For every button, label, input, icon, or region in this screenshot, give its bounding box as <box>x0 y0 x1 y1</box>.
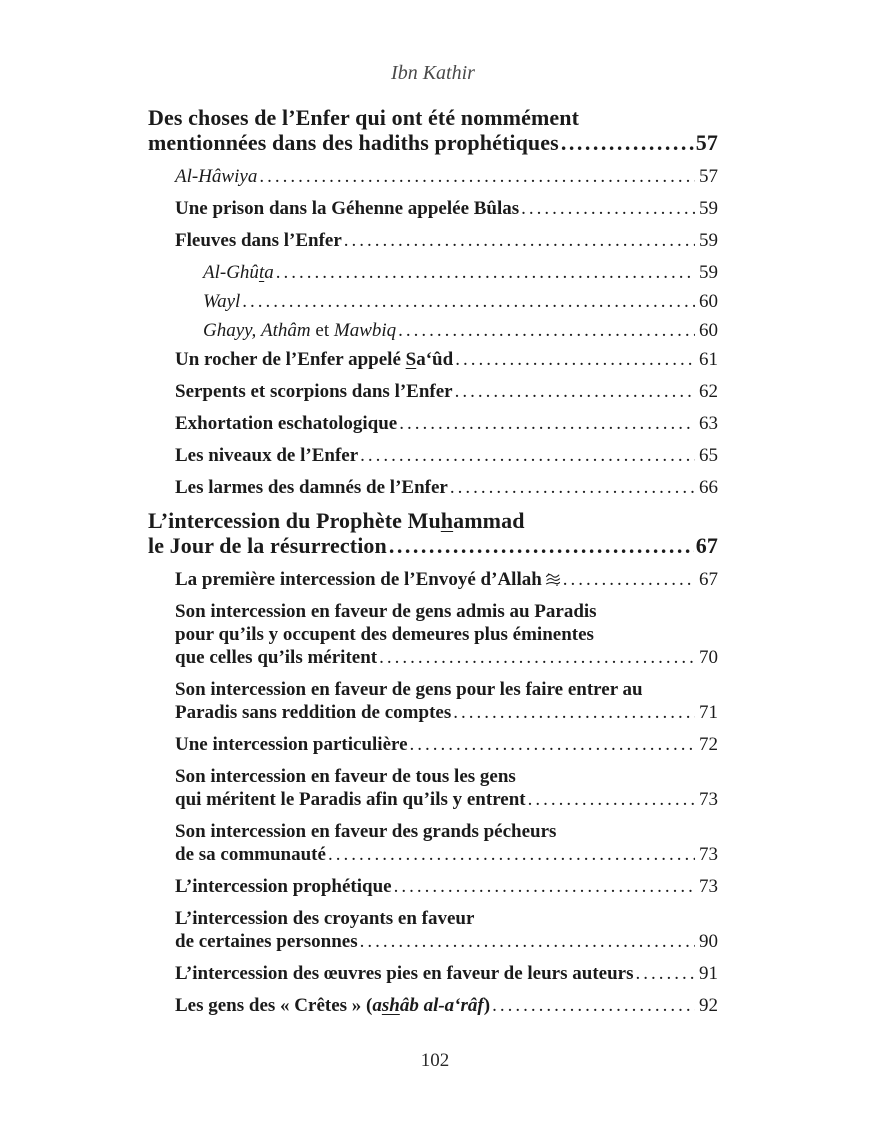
toc-entry-title <box>175 197 519 220</box>
toc-entry <box>175 348 718 371</box>
toc-entry-title <box>175 568 561 591</box>
toc-text-run: Al-Ghû <box>203 262 259 283</box>
toc-page-number: 63 <box>699 413 718 434</box>
dot-leader <box>274 261 695 284</box>
toc-entry <box>148 508 718 558</box>
toc-text-run: S <box>405 349 417 370</box>
toc-entry-leader-line <box>203 319 718 342</box>
toc-entry-title <box>203 319 396 342</box>
toc-entry <box>175 994 718 1017</box>
toc-page-number: 66 <box>699 477 718 498</box>
toc-text-run: Des choses de l’Enfer qui ont été nommément <box>148 105 580 130</box>
toc-entry-leader-line <box>148 130 718 155</box>
toc-entry-title <box>175 165 257 188</box>
toc-entry <box>175 678 718 724</box>
toc-text-run: qui méritent le Paradis afin qu’ils y entrent <box>175 789 526 810</box>
salawat-icon <box>545 572 561 587</box>
toc-entry-title <box>175 348 453 371</box>
toc-entry-title <box>175 380 453 403</box>
toc-text-run: Exhortation eschatologique <box>175 413 398 434</box>
toc-entry-line <box>175 678 718 701</box>
toc-entry-title <box>175 930 358 953</box>
toc-text-run: Al-Hâwiya <box>175 166 258 187</box>
toc-entry <box>175 765 718 811</box>
toc-entry <box>175 907 718 953</box>
toc-entry-leader-line <box>175 380 718 403</box>
toc-entry-leader-line <box>175 994 718 1017</box>
toc-entry-title <box>175 444 358 467</box>
toc-text-run: sh <box>381 995 400 1016</box>
toc-entry-leader-line <box>175 733 718 756</box>
toc-text-run: ammad <box>453 508 525 533</box>
toc-page-number: 92 <box>699 995 718 1016</box>
toc-text-run: Fleuves dans l’Enfer <box>175 230 342 251</box>
toc-entry-leader-line <box>175 476 718 499</box>
toc-page-number: 57 <box>695 130 718 155</box>
toc-page-number: 61 <box>699 349 718 370</box>
toc-text-run: L’intercession des œuvres pies en faveur de leurs auteurs <box>175 963 634 984</box>
footer-page-number: 102 <box>420 1050 450 1071</box>
toc-text-run: L’intercession prophétique <box>175 876 392 897</box>
toc-entry-title <box>175 476 448 499</box>
toc-entry <box>175 962 718 985</box>
dot-leader <box>561 568 695 591</box>
toc-entry-title <box>175 962 633 985</box>
toc-text-run: ) <box>483 995 491 1016</box>
dot-leader <box>342 229 695 252</box>
toc-page-number: 59 <box>699 262 718 283</box>
dot-leader <box>396 319 695 342</box>
toc-text-run: Son intercession en faveur de gens admis au Paradis <box>175 601 597 622</box>
dot-leader <box>387 533 694 558</box>
toc-entry-leader-line <box>175 568 718 591</box>
dot-leader <box>397 412 695 435</box>
toc-text-run: Paradis sans reddition de comptes <box>175 702 452 723</box>
toc-entry-title <box>148 130 559 155</box>
toc-text-run: t <box>258 262 265 283</box>
dot-leader <box>519 197 695 220</box>
toc-text-run: Athâm <box>261 320 311 341</box>
toc-page-number: 57 <box>699 166 718 187</box>
toc-entry-leader-line <box>203 261 718 284</box>
toc-text-run: L’intercession du Prophète Mu <box>148 508 441 533</box>
dot-leader <box>326 843 695 866</box>
toc-page-number: 71 <box>699 702 718 723</box>
toc-text-run: a <box>372 995 382 1016</box>
toc-text-run: a‘ûd <box>416 349 454 370</box>
toc-entry-line <box>148 105 718 130</box>
toc-entry-leader-line <box>203 290 718 313</box>
toc-entry-leader-line <box>175 875 718 898</box>
toc-entry-title <box>175 701 451 724</box>
toc-entry <box>148 105 718 155</box>
dot-leader <box>526 788 695 811</box>
toc-entry-leader-line <box>175 229 718 252</box>
toc-entry-title <box>175 412 397 435</box>
dot-leader <box>358 930 695 953</box>
toc-text-run: Les niveaux de l’Enfer <box>175 445 359 466</box>
dot-leader <box>451 701 695 724</box>
toc-entry <box>175 380 718 403</box>
dot-leader <box>633 962 695 985</box>
toc-text-run: Serpents et scorpions dans l’Enfer <box>175 381 453 402</box>
toc-text-run: La première intercession de l’Envoyé d’Allah <box>175 569 542 590</box>
toc-entry-line <box>175 600 718 623</box>
toc-text-run: pour qu’ils y occupent des demeures plus éminentes <box>175 624 594 645</box>
toc-entry <box>175 733 718 756</box>
toc-text-run: Ghayy, <box>203 320 257 341</box>
toc-entry-title <box>175 229 342 252</box>
toc-entry <box>175 476 718 499</box>
toc-entry-title <box>175 875 392 898</box>
dot-leader <box>392 875 695 898</box>
dot-leader <box>453 348 695 371</box>
toc-entry-leader-line <box>175 962 718 985</box>
toc-entry <box>175 412 718 435</box>
toc-page-number: 67 <box>699 569 718 590</box>
dot-leader <box>490 994 695 1017</box>
toc-entry-leader-line <box>148 533 718 558</box>
toc-text-run: Son intercession en faveur de tous les gens <box>175 766 516 787</box>
toc-page-number: 67 <box>695 533 718 558</box>
toc-entry-title <box>175 733 408 756</box>
toc-entry-line <box>175 623 718 646</box>
toc-text-run: de certaines personnes <box>175 931 358 952</box>
dot-leader <box>358 444 695 467</box>
toc-text-run: a <box>264 262 274 283</box>
toc-entry-leader-line <box>175 444 718 467</box>
toc-text-run: que celles qu’ils méritent <box>175 647 378 668</box>
toc-entry <box>175 229 718 252</box>
toc-entry-title <box>175 843 326 866</box>
toc-page-number: 72 <box>699 734 718 755</box>
toc-entry-leader-line <box>175 701 718 724</box>
toc-page-number: 73 <box>699 844 718 865</box>
toc-page-number: 70 <box>699 647 718 668</box>
toc-page-number: 60 <box>699 320 718 341</box>
toc-entry-leader-line <box>175 788 718 811</box>
toc-entry <box>203 319 718 342</box>
dot-leader <box>448 476 695 499</box>
toc-entry <box>175 875 718 898</box>
toc-entry-title <box>175 994 490 1017</box>
toc-page-number: 65 <box>699 445 718 466</box>
toc-page-number: 59 <box>699 230 718 251</box>
toc-entry-line <box>175 765 718 788</box>
toc-entry <box>175 197 718 220</box>
dot-leader <box>453 380 695 403</box>
dot-leader <box>240 290 695 313</box>
toc-page-number: 90 <box>699 931 718 952</box>
toc-text-run: Un rocher de l’Enfer appelé <box>175 349 406 370</box>
toc-entry <box>175 820 718 866</box>
toc-text-run: de sa communauté <box>175 844 326 865</box>
toc-list <box>148 105 718 1017</box>
toc-entry-leader-line <box>175 930 718 953</box>
toc-entry <box>203 261 718 284</box>
toc-page-number: 73 <box>699 876 718 897</box>
toc-text-run: Mawbiq <box>333 320 397 341</box>
toc-entry-line <box>148 508 718 533</box>
toc-entry-title <box>148 533 387 558</box>
toc-text-run: Une prison dans la Géhenne appelée Bûlas <box>175 198 520 219</box>
toc-entry-leader-line <box>175 165 718 188</box>
toc-page-number: 73 <box>699 789 718 810</box>
dot-leader <box>377 646 695 669</box>
toc-page-number: 62 <box>699 381 718 402</box>
toc-entry-line <box>175 820 718 843</box>
running-header-author: Ibn Kathir <box>391 62 475 84</box>
toc-text-run: et <box>310 320 334 341</box>
toc-entry-leader-line <box>175 197 718 220</box>
toc-page-number: 60 <box>699 291 718 312</box>
toc-entry-title <box>175 788 526 811</box>
toc-text-run: Les gens des « Crêtes » ( <box>175 995 373 1016</box>
toc-entry-leader-line <box>175 348 718 371</box>
toc-entry <box>175 444 718 467</box>
toc-entry <box>175 600 718 669</box>
toc-entry-leader-line <box>175 646 718 669</box>
toc-page-number: 59 <box>699 198 718 219</box>
toc-entry-title <box>203 261 274 284</box>
toc-entry-leader-line <box>175 843 718 866</box>
toc-entry-title <box>203 290 240 313</box>
toc-text-run: mentionnées dans des hadiths prophétiques <box>148 130 559 155</box>
toc-text-run: Wayl <box>203 291 241 312</box>
toc-entry-leader-line <box>175 412 718 435</box>
toc-entry-line <box>175 907 718 930</box>
dot-leader <box>559 130 694 155</box>
toc-entry <box>175 568 718 591</box>
toc-entry <box>175 165 718 188</box>
toc-text-run: âb al-a‘râf <box>399 995 484 1016</box>
toc-entry <box>203 290 718 313</box>
toc-text-run: h <box>440 508 454 533</box>
toc-text-run: Son intercession en faveur des grands pécheurs <box>175 821 557 842</box>
toc-page-number: 91 <box>699 963 718 984</box>
dot-leader <box>257 165 695 188</box>
toc-text-run: le Jour de la résurrection <box>148 533 387 558</box>
dot-leader <box>408 733 695 756</box>
toc-text-run: Son intercession en faveur de gens pour les faire entrer au <box>175 679 643 700</box>
toc-text-run: Les larmes des damnés de l’Enfer <box>175 477 448 498</box>
toc-text-run: L’intercession des croyants en faveur <box>175 908 475 929</box>
toc-text-run: Une intercession particulière <box>175 734 408 755</box>
toc-entry-title <box>175 646 377 669</box>
